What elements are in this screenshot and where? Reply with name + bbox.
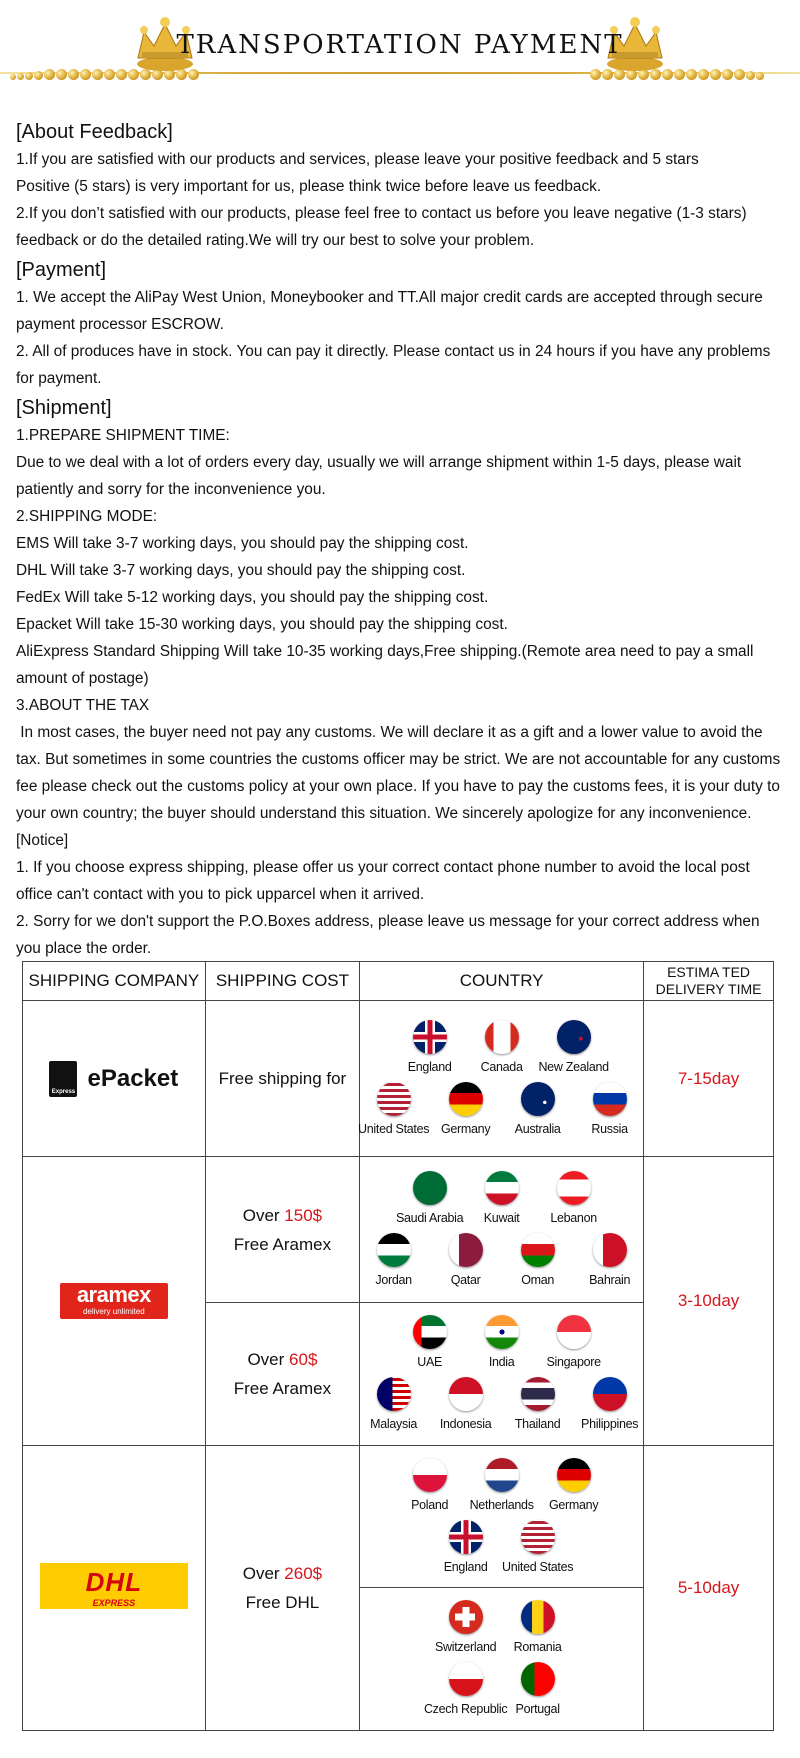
flag-icon bbox=[413, 1171, 447, 1205]
shipment-line: DHL Will take 3-7 working days, you should pay the shipping cost. bbox=[16, 562, 466, 579]
country-name: UAE bbox=[417, 1355, 443, 1369]
flag-row bbox=[360, 1374, 643, 1436]
feedback-line: 2.If you don’t satisfied with our products, please feel free to contact us before you leave negative (1-3 stars) feedback or do the detailed rating.We will try our best to solve your problem. bbox=[16, 205, 747, 249]
country-flag-canada bbox=[469, 1020, 535, 1074]
flag-icon bbox=[377, 1082, 411, 1116]
country-flag-germany bbox=[433, 1082, 499, 1136]
header-banner bbox=[0, 0, 800, 95]
country-flag-india bbox=[469, 1315, 535, 1369]
table-header-row bbox=[23, 962, 774, 1001]
country-flag-united-states bbox=[358, 1082, 430, 1136]
shipment-line: FedEx Will take 5-12 working days, you should pay the shipping cost. bbox=[16, 589, 489, 606]
flag-row bbox=[360, 1455, 643, 1517]
country-flag-oman bbox=[505, 1233, 571, 1287]
aramex-cost-1: Over 150$ Free Aramex bbox=[205, 1157, 359, 1303]
country-name: Czech Republic bbox=[423, 1702, 508, 1716]
flag-icon bbox=[413, 1458, 447, 1492]
flag-row bbox=[360, 1230, 643, 1292]
flag-icon bbox=[521, 1600, 555, 1634]
country-flag-indonesia bbox=[433, 1377, 499, 1431]
country-flag-qatar bbox=[433, 1233, 499, 1287]
dhl-countries-2 bbox=[360, 1588, 644, 1731]
flag-icon bbox=[521, 1082, 555, 1116]
country-flag-romania bbox=[505, 1600, 571, 1654]
country-name: Indonesia bbox=[439, 1417, 492, 1431]
country-name: Russia bbox=[591, 1121, 628, 1136]
payment-line: 1. We accept the AliPay West Union, Moneybooker and TT.All major credit cards are accepted through secure payment processor ESCROW. bbox=[16, 289, 763, 333]
flag-icon bbox=[593, 1377, 627, 1411]
country-name: Switzerland bbox=[434, 1640, 497, 1654]
shipment-line: 1.PREPARE SHIPMENT TIME: bbox=[16, 427, 230, 444]
country-name: Portugal bbox=[515, 1702, 560, 1716]
country-name: Australia bbox=[514, 1121, 561, 1136]
country-name: India bbox=[488, 1355, 515, 1369]
country-flag-portugal bbox=[505, 1662, 571, 1716]
country-name: Netherlands bbox=[469, 1497, 534, 1512]
country-flag-switzerland bbox=[433, 1600, 499, 1654]
aramex-delivery-time: 3-10day bbox=[644, 1157, 774, 1446]
shipment-line: EMS Will take 3-7 working days, you should pay the shipping cost. bbox=[16, 535, 469, 552]
flag-row bbox=[360, 1312, 643, 1374]
country-name: Philippines bbox=[581, 1417, 639, 1431]
flag-icon bbox=[593, 1233, 627, 1267]
country-name: England bbox=[443, 1559, 488, 1574]
shipment-line: 3.ABOUT THE TAX bbox=[16, 697, 150, 714]
flag-icon bbox=[557, 1171, 591, 1205]
aramex-cost-2: Over 60$ Free Aramex bbox=[205, 1303, 359, 1446]
shipment-heading: [Shipment] bbox=[16, 397, 112, 419]
payment-heading: [Payment] bbox=[16, 259, 107, 281]
shipment-line: In most cases, the buyer need not pay any customs. We will declare it as a gift and a lower value to avoid the tax. But sometimes in some countries the customs officer may be strict. We are not accountable for any customs fee please check out the customs policy at your own place. If you have to pay the customs fees, it is your duty to your own country; the buyer should understand this situation. We sincerely apologize for any inconvenience. bbox=[16, 724, 785, 822]
flag-row bbox=[360, 1659, 643, 1721]
country-flag-malaysia bbox=[361, 1377, 427, 1431]
country-flag-australia bbox=[505, 1082, 571, 1136]
flag-icon bbox=[449, 1662, 483, 1696]
epacket-logo: Express ePacket bbox=[23, 1001, 206, 1157]
flag-icon bbox=[521, 1377, 555, 1411]
country-name: Romania bbox=[513, 1640, 562, 1654]
dhl-countries-1 bbox=[360, 1446, 644, 1588]
flag-icon bbox=[557, 1315, 591, 1349]
flag-icon bbox=[449, 1233, 483, 1267]
flag-icon bbox=[449, 1377, 483, 1411]
flag-icon bbox=[557, 1458, 591, 1492]
country-flag-england bbox=[397, 1020, 463, 1074]
shipment-line: [Notice] bbox=[16, 832, 69, 849]
feedback-line: 1.If you are satisfied with our products and services, please leave your positive feedback and 5 stars bbox=[16, 151, 699, 168]
flag-icon bbox=[449, 1082, 483, 1116]
country-flag-kuwait bbox=[469, 1171, 535, 1225]
shipment-line: AliExpress Standard Shipping Will take 10-35 working days,Free shipping.(Remote area need to pay a small amount of postage) bbox=[16, 643, 754, 687]
country-flag-saudi-arabia bbox=[397, 1171, 463, 1225]
country-name: Canada bbox=[480, 1059, 523, 1074]
epacket-countries bbox=[360, 1001, 644, 1157]
flag-row bbox=[360, 1597, 643, 1659]
header-country: COUNTRY bbox=[360, 962, 644, 1001]
table-row bbox=[23, 1446, 774, 1588]
flag-icon bbox=[377, 1233, 411, 1267]
epacket-logo-mark: Express bbox=[49, 1061, 77, 1097]
country-flag-netherlands bbox=[469, 1458, 535, 1512]
aramex-logo: aramex delivery unlimited bbox=[23, 1157, 206, 1446]
country-name: United States bbox=[502, 1559, 574, 1574]
country-name: Qatar bbox=[450, 1272, 481, 1287]
country-name: Bahrain bbox=[589, 1272, 631, 1287]
country-flag-uae bbox=[397, 1315, 463, 1369]
country-flag-czech-republic bbox=[423, 1662, 508, 1716]
flag-row bbox=[360, 1079, 643, 1141]
header-shipping-cost: SHIPPING COST bbox=[205, 962, 359, 1001]
flag-row bbox=[360, 1168, 643, 1230]
shipment-line: 1. If you choose express shipping, please offer us your correct contact phone number to avoid the local post office can't contact with you to pick upparcel when it arrived. bbox=[16, 859, 750, 903]
shipping-table bbox=[22, 961, 774, 1731]
flag-icon bbox=[377, 1377, 411, 1411]
country-flag-germany bbox=[541, 1458, 607, 1512]
feedback-heading: [About Feedback] bbox=[16, 121, 173, 143]
page-title: TRANSPORTATION PAYMENT bbox=[176, 30, 624, 60]
flag-icon bbox=[485, 1458, 519, 1492]
flag-icon bbox=[557, 1020, 591, 1054]
country-name: Oman bbox=[521, 1272, 555, 1287]
country-flag-singapore bbox=[541, 1315, 607, 1369]
flag-row bbox=[360, 1517, 643, 1579]
country-name: Malaysia bbox=[370, 1417, 418, 1431]
flag-icon bbox=[521, 1662, 555, 1696]
country-name: New Zealand bbox=[538, 1059, 609, 1074]
header-delivery-time: ESTIMA TED DELIVERY TIME bbox=[644, 962, 774, 1001]
dhl-delivery-time: 5-10day bbox=[644, 1446, 774, 1731]
country-name: Thailand bbox=[514, 1417, 561, 1431]
country-name: Germany bbox=[440, 1121, 491, 1136]
shipment-line: 2. Sorry for we don't support the P.O.Boxes address, please leave us message for your correct address when you place the order. bbox=[16, 913, 760, 957]
country-name: Poland bbox=[411, 1497, 449, 1512]
country-name: Jordan bbox=[375, 1272, 412, 1287]
country-flag-england bbox=[433, 1520, 499, 1574]
country-name: United States bbox=[358, 1121, 430, 1136]
flag-icon bbox=[485, 1020, 519, 1054]
flag-icon bbox=[521, 1233, 555, 1267]
country-flag-new-zealand bbox=[538, 1020, 609, 1074]
country-name: Saudi Arabia bbox=[395, 1210, 464, 1225]
epacket-cost: Free shipping for bbox=[205, 1001, 359, 1157]
country-flag-poland bbox=[397, 1458, 463, 1512]
shipment-line: Due to we deal with a lot of orders every day, usually we will arrange shipment within 1-5 days, please wait patiently and sorry for the inconvenience you. bbox=[16, 454, 742, 498]
country-flag-philippines bbox=[577, 1377, 643, 1431]
dhl-cost: Over 260$ Free DHL bbox=[205, 1446, 359, 1731]
payment-line: 2. All of produces have in stock. You can pay it directly. Please contact us in 24 hours if you have any problems for payment. bbox=[16, 343, 771, 387]
flag-icon bbox=[593, 1082, 627, 1116]
policy-text bbox=[16, 116, 786, 962]
dhl-logo: DHL EXPRESS bbox=[23, 1446, 206, 1731]
table-row bbox=[23, 1157, 774, 1303]
country-flag-russia bbox=[577, 1082, 643, 1136]
flag-row bbox=[360, 1017, 643, 1079]
flag-icon bbox=[449, 1520, 483, 1554]
aramex-countries-2 bbox=[360, 1303, 644, 1446]
flag-icon bbox=[485, 1315, 519, 1349]
epacket-delivery-time: 7-15day bbox=[644, 1001, 774, 1157]
flag-icon bbox=[521, 1520, 555, 1554]
country-flag-jordan bbox=[361, 1233, 427, 1287]
shipment-line: 2.SHIPPING MODE: bbox=[16, 508, 158, 525]
country-name: Germany bbox=[548, 1497, 599, 1512]
country-flag-bahrain bbox=[577, 1233, 643, 1287]
feedback-line: Positive (5 stars) is very important for us, please think twice before leave us feedback. bbox=[16, 178, 602, 195]
country-flag-lebanon bbox=[541, 1171, 607, 1225]
country-flag-united-states bbox=[502, 1520, 574, 1574]
flag-icon bbox=[413, 1020, 447, 1054]
country-name: England bbox=[407, 1059, 452, 1074]
country-name: Lebanon bbox=[550, 1210, 597, 1225]
header-shipping-company: SHIPPING COMPANY bbox=[23, 962, 206, 1001]
flag-icon bbox=[413, 1315, 447, 1349]
country-flag-thailand bbox=[505, 1377, 571, 1431]
shipment-line: Epacket Will take 15-30 working days, you should pay the shipping cost. bbox=[16, 616, 508, 633]
flag-icon bbox=[485, 1171, 519, 1205]
country-name: Kuwait bbox=[483, 1210, 520, 1225]
aramex-countries-1 bbox=[360, 1157, 644, 1303]
flag-icon bbox=[449, 1600, 483, 1634]
table-row bbox=[23, 1001, 774, 1157]
country-name: Singapore bbox=[546, 1355, 601, 1369]
